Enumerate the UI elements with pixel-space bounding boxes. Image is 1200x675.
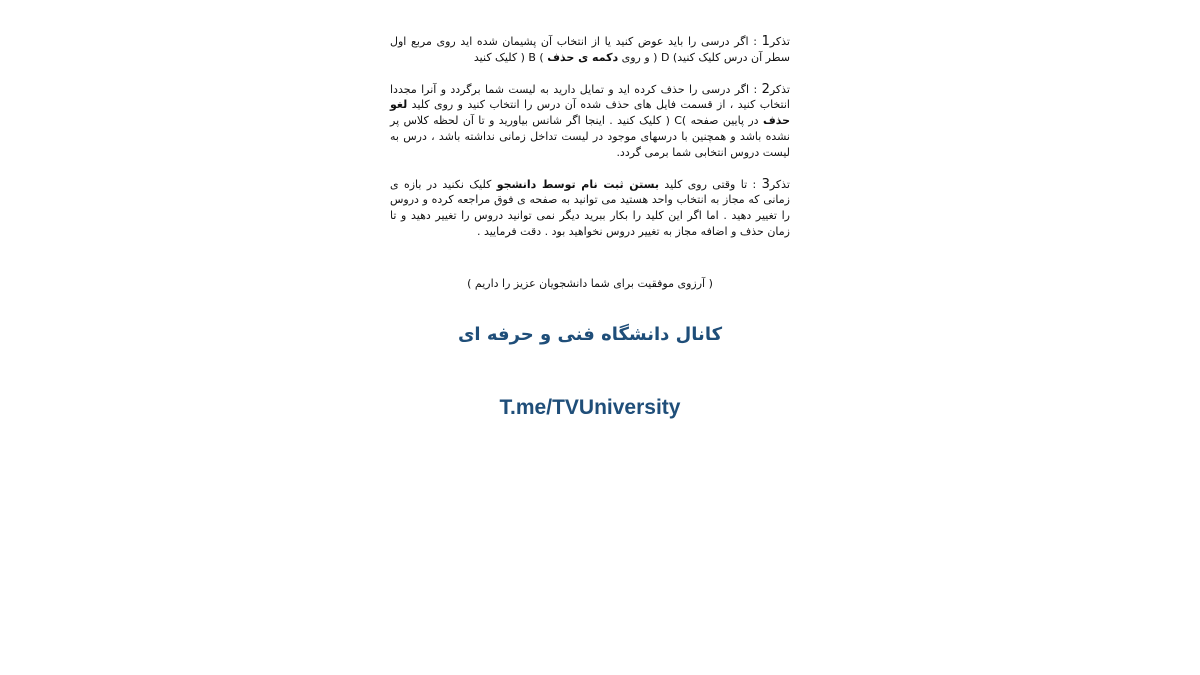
note-bold-text: لغو حذف xyxy=(390,98,791,128)
note-prefix: تذکر xyxy=(769,82,790,96)
note-number: 2 xyxy=(761,81,770,97)
note-prefix: تذکر xyxy=(769,177,790,191)
notes-section xyxy=(390,34,790,256)
note-text: در پایین صفحه )C ( کلیک کنید . اینجا اگر شانس بیاورید و تا آن لحظه کلاس پر نشده باشد و همچنین با درسهای موجود در لیست تداخل زمانی نداشته باشد ، درس به لیست دروس انتخابی شما برمی گردد. xyxy=(390,114,790,159)
channel-title: کانال دانشگاه فنی و حرفه ای xyxy=(457,324,723,345)
note-text: : اگر درسی را حذف کرده اید و تمایل دارید به لیست شما برگردد و آنرا مجددا انتخاب کنید ، از قسمت فایل های حذف شده آن درس را انتخاب کنید و روی کلید xyxy=(390,82,790,112)
note-number: 1 xyxy=(761,34,770,49)
note-prefix: تذکر xyxy=(769,35,790,48)
note-3 xyxy=(390,177,790,240)
wish-text: ( آرزوی موفقیت برای شما دانشجویان عزیز را داریم ) xyxy=(467,277,713,290)
note-bold-text: بستن ثبت نام توسط دانشجو xyxy=(496,177,659,191)
note-text: کلیک نکنید در بازه ی زمانی که مجاز به انتخاب واحد هستید می توانید به صفحه ی فوق مراجعه کرده و دروس را تغییر دهید . اما اگر این کلید را بکار ببرید دیگر نمی توانید دروس را تغییر دهید و تا زمان حذف و اضافه مجاز به تغییر دروس نخواهید بود . دقت فرمایید . xyxy=(390,177,790,238)
note-text: ) B ( کلیک کنید xyxy=(473,50,548,64)
channel-link[interactable]: T.me/TVUniversity xyxy=(499,396,681,419)
note-1 xyxy=(390,34,790,66)
note-number: 3 xyxy=(761,176,770,192)
note-2 xyxy=(390,82,790,161)
note-text: : تا وقتی روی کلید xyxy=(659,177,762,191)
note-text: : اگر درسی را باید عوض کنید یا از انتخاب آن پشیمان شده اید روی مربع اول سطر آن درس کلیک کنید) D ( و روی xyxy=(390,35,790,64)
note-bold-text: دکمه ی حذف xyxy=(547,50,619,64)
